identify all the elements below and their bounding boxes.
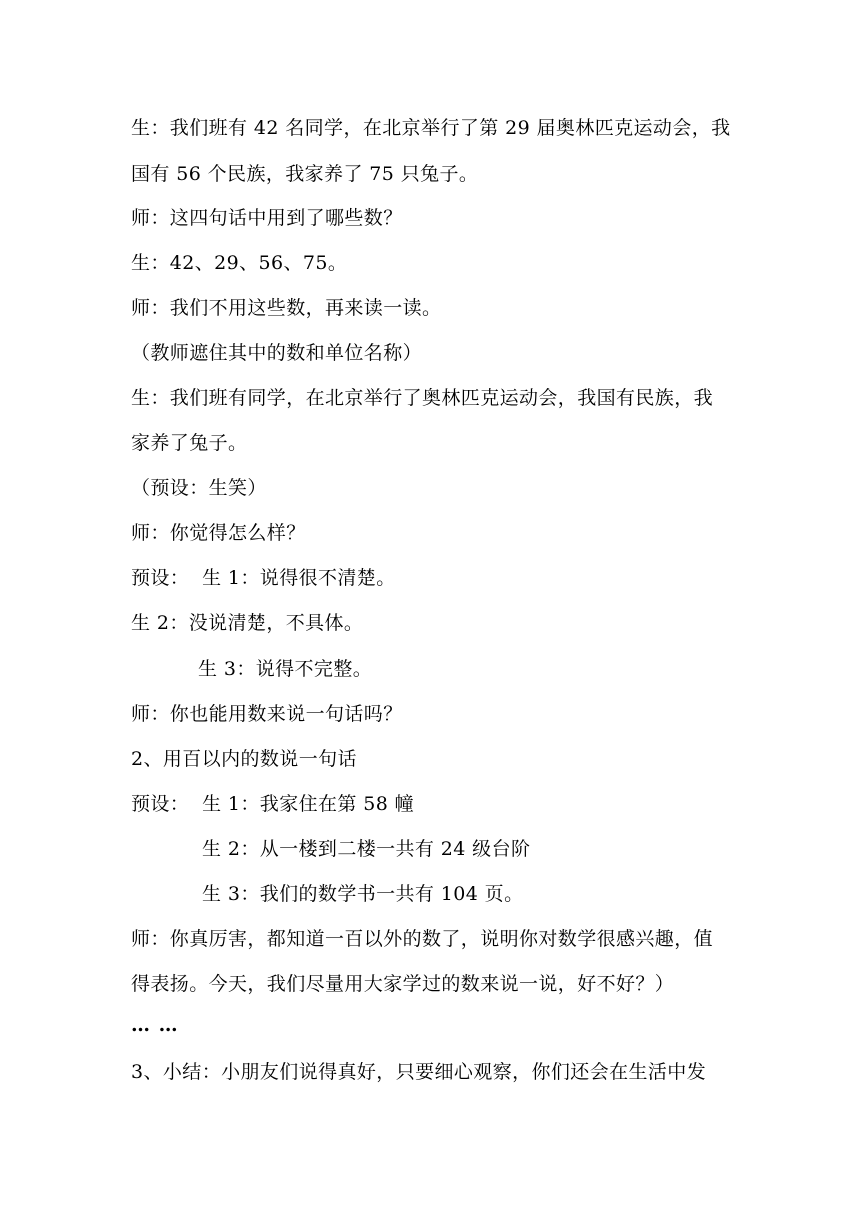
- text-line-22: 3、小结：小朋友们说得真好，只要细心观察，你们还会在生活中发: [131, 1061, 707, 1083]
- text-line-8: 家养了兔子。: [131, 432, 248, 454]
- text-line-18: 生 3：我们的数学书一共有 104 页。: [202, 883, 524, 905]
- text-line-5: 师：我们不用这些数，再来读一读。: [131, 297, 442, 319]
- text-line-16: 预设： 生 1：我家住在第 58 幢: [131, 793, 415, 815]
- text-line-10: 师：你觉得怎么样？: [131, 522, 306, 544]
- ellipsis: … …: [131, 1014, 179, 1036]
- text-line-20: 得表扬。今天，我们尽量用大家学过的数来说一说，好不好？）: [131, 973, 675, 995]
- text-line-9: （预设：生笑）: [131, 477, 267, 499]
- text-line-17: 生 2：从一楼到二楼一共有 24 级台阶: [202, 838, 531, 860]
- text-line-6: （教师遮住其中的数和单位名称）: [131, 342, 423, 364]
- text-line-12: 生 2：没说清楚，不具体。: [131, 612, 364, 634]
- text-line-3: 师：这四句话中用到了哪些数？: [131, 207, 403, 229]
- text-line-7: 生：我们班有同学，在北京举行了奥林匹克运动会，我国有民族，我: [131, 387, 714, 409]
- text-line-13: 生 3：说得不完整。: [198, 658, 373, 680]
- text-line-14: 师：你也能用数来说一句话吗？: [131, 703, 403, 725]
- text-line-19: 师：你真厉害，都知道一百以外的数了，说明你对数学很感兴趣，值: [131, 928, 714, 950]
- text-line-11: 预设： 生 1：说得很不清楚。: [131, 567, 396, 589]
- text-line-1: 生：我们班有 42 名同学，在北京举行了第 29 届奥林匹克运动会，我: [131, 117, 731, 139]
- text-line-15: 2、用百以内的数说一句话: [131, 748, 357, 770]
- text-line-2: 国有 56 个民族，我家养了 75 只兔子。: [131, 163, 479, 185]
- text-line-4: 生：42、29、56、75。: [131, 252, 348, 274]
